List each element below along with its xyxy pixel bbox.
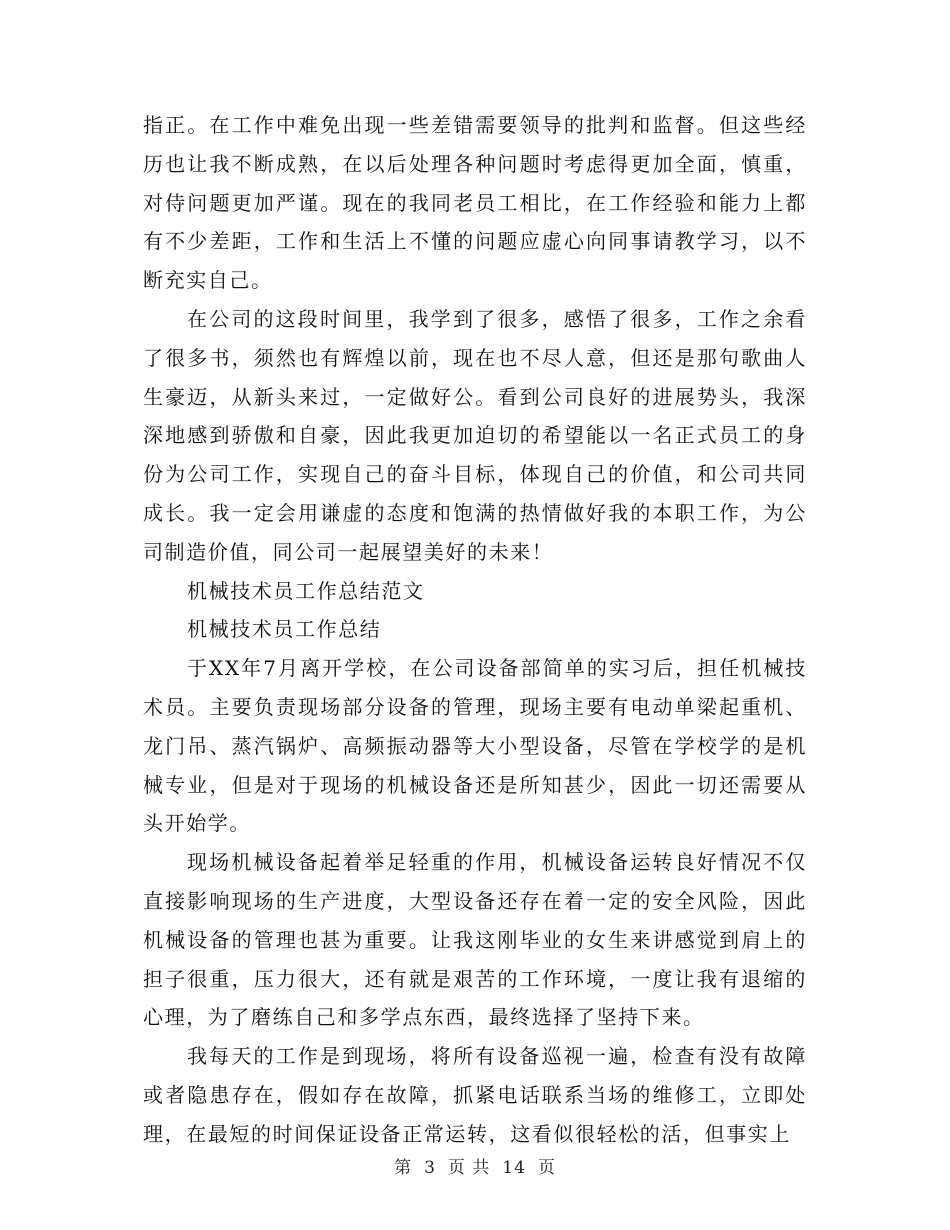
footer-total-pages: 14 — [502, 1158, 526, 1178]
footer-suffix: 页 — [537, 1158, 556, 1178]
footer-prefix: 第 — [394, 1158, 413, 1178]
paragraph-introduction: 于XX年7月离开学校，在公司设备部简单的实习后，担任机械技术员。主要负责现场部分设备的管理，现场主要有电动单梁起重机、龙门吊、蒸汽锅炉、高频振动器等大小型设备，尽管在学校学的是机械专业，但是对于现场的机械设备还是所知甚少，因此一切还需要从头开始学。 — [143, 656, 807, 836]
section-subtitle: 机械技术员工作总结 — [187, 617, 382, 642]
footer-mid: 页 共 — [447, 1158, 491, 1178]
footer-page-number: 3 — [424, 1158, 436, 1178]
paragraph-daily-work: 我每天的工作是到现场，将所有设备巡视一遍，检查有没有故障或者隐患存在，假如存在故障，抓紧电话联系当场的维修工，立即处理，在最短的时间保证设备正常运转，这看似很轻松的活，但事实上 — [143, 1044, 807, 1146]
document-body — [143, 106, 807, 1154]
section-title: 机械技术员工作总结范文 — [187, 578, 425, 603]
paragraph-reflection: 在公司的这段时间里，我学到了很多，感悟了很多，工作之余看了很多书，须然也有辉煌以前，现在也不尽人意，但还是那句歌曲人生豪迈，从新头来过，一定做好公。看到公司良好的进展势头，我深深地感到骄傲和自豪，因此我更加迫切的希望能以一名正式员工的身份为公司工作，实现自己的奋斗目标，体现自己的价值，和公司共同成长。我一定会用谦虚的态度和饱满的热情做好我的本职工作，为公司制造价值，同公司一起展望美好的未来！ — [143, 306, 807, 564]
paragraph-equipment-importance: 现场机械设备起着举足轻重的作用，机械设备运转良好情况不仅直接影响现场的生产进度，大型设备还存在着一定的安全风险，因此机械设备的管理也甚为重要。让我这刚毕业的女生来讲感觉到肩上的担子很重，压力很大，还有就是艰苦的工作环境，一度让我有退缩的心理，为了磨练自己和多学点东西，最终选择了坚持下来。 — [143, 850, 807, 1030]
page-footer — [0, 1153, 950, 1178]
paragraph-continuation: 指正。在工作中难免出现一些差错需要领导的批判和监督。但这些经历也让我不断成熟，在以后处理各种问题时考虑得更加全面，慎重，对侍问题更加严谨。现在的我同老员工相比，在工作经验和能力上都有不少差距，工作和生活上不懂的问题应虚心向同事请教学习，以不断充实自己。 — [143, 113, 807, 293]
